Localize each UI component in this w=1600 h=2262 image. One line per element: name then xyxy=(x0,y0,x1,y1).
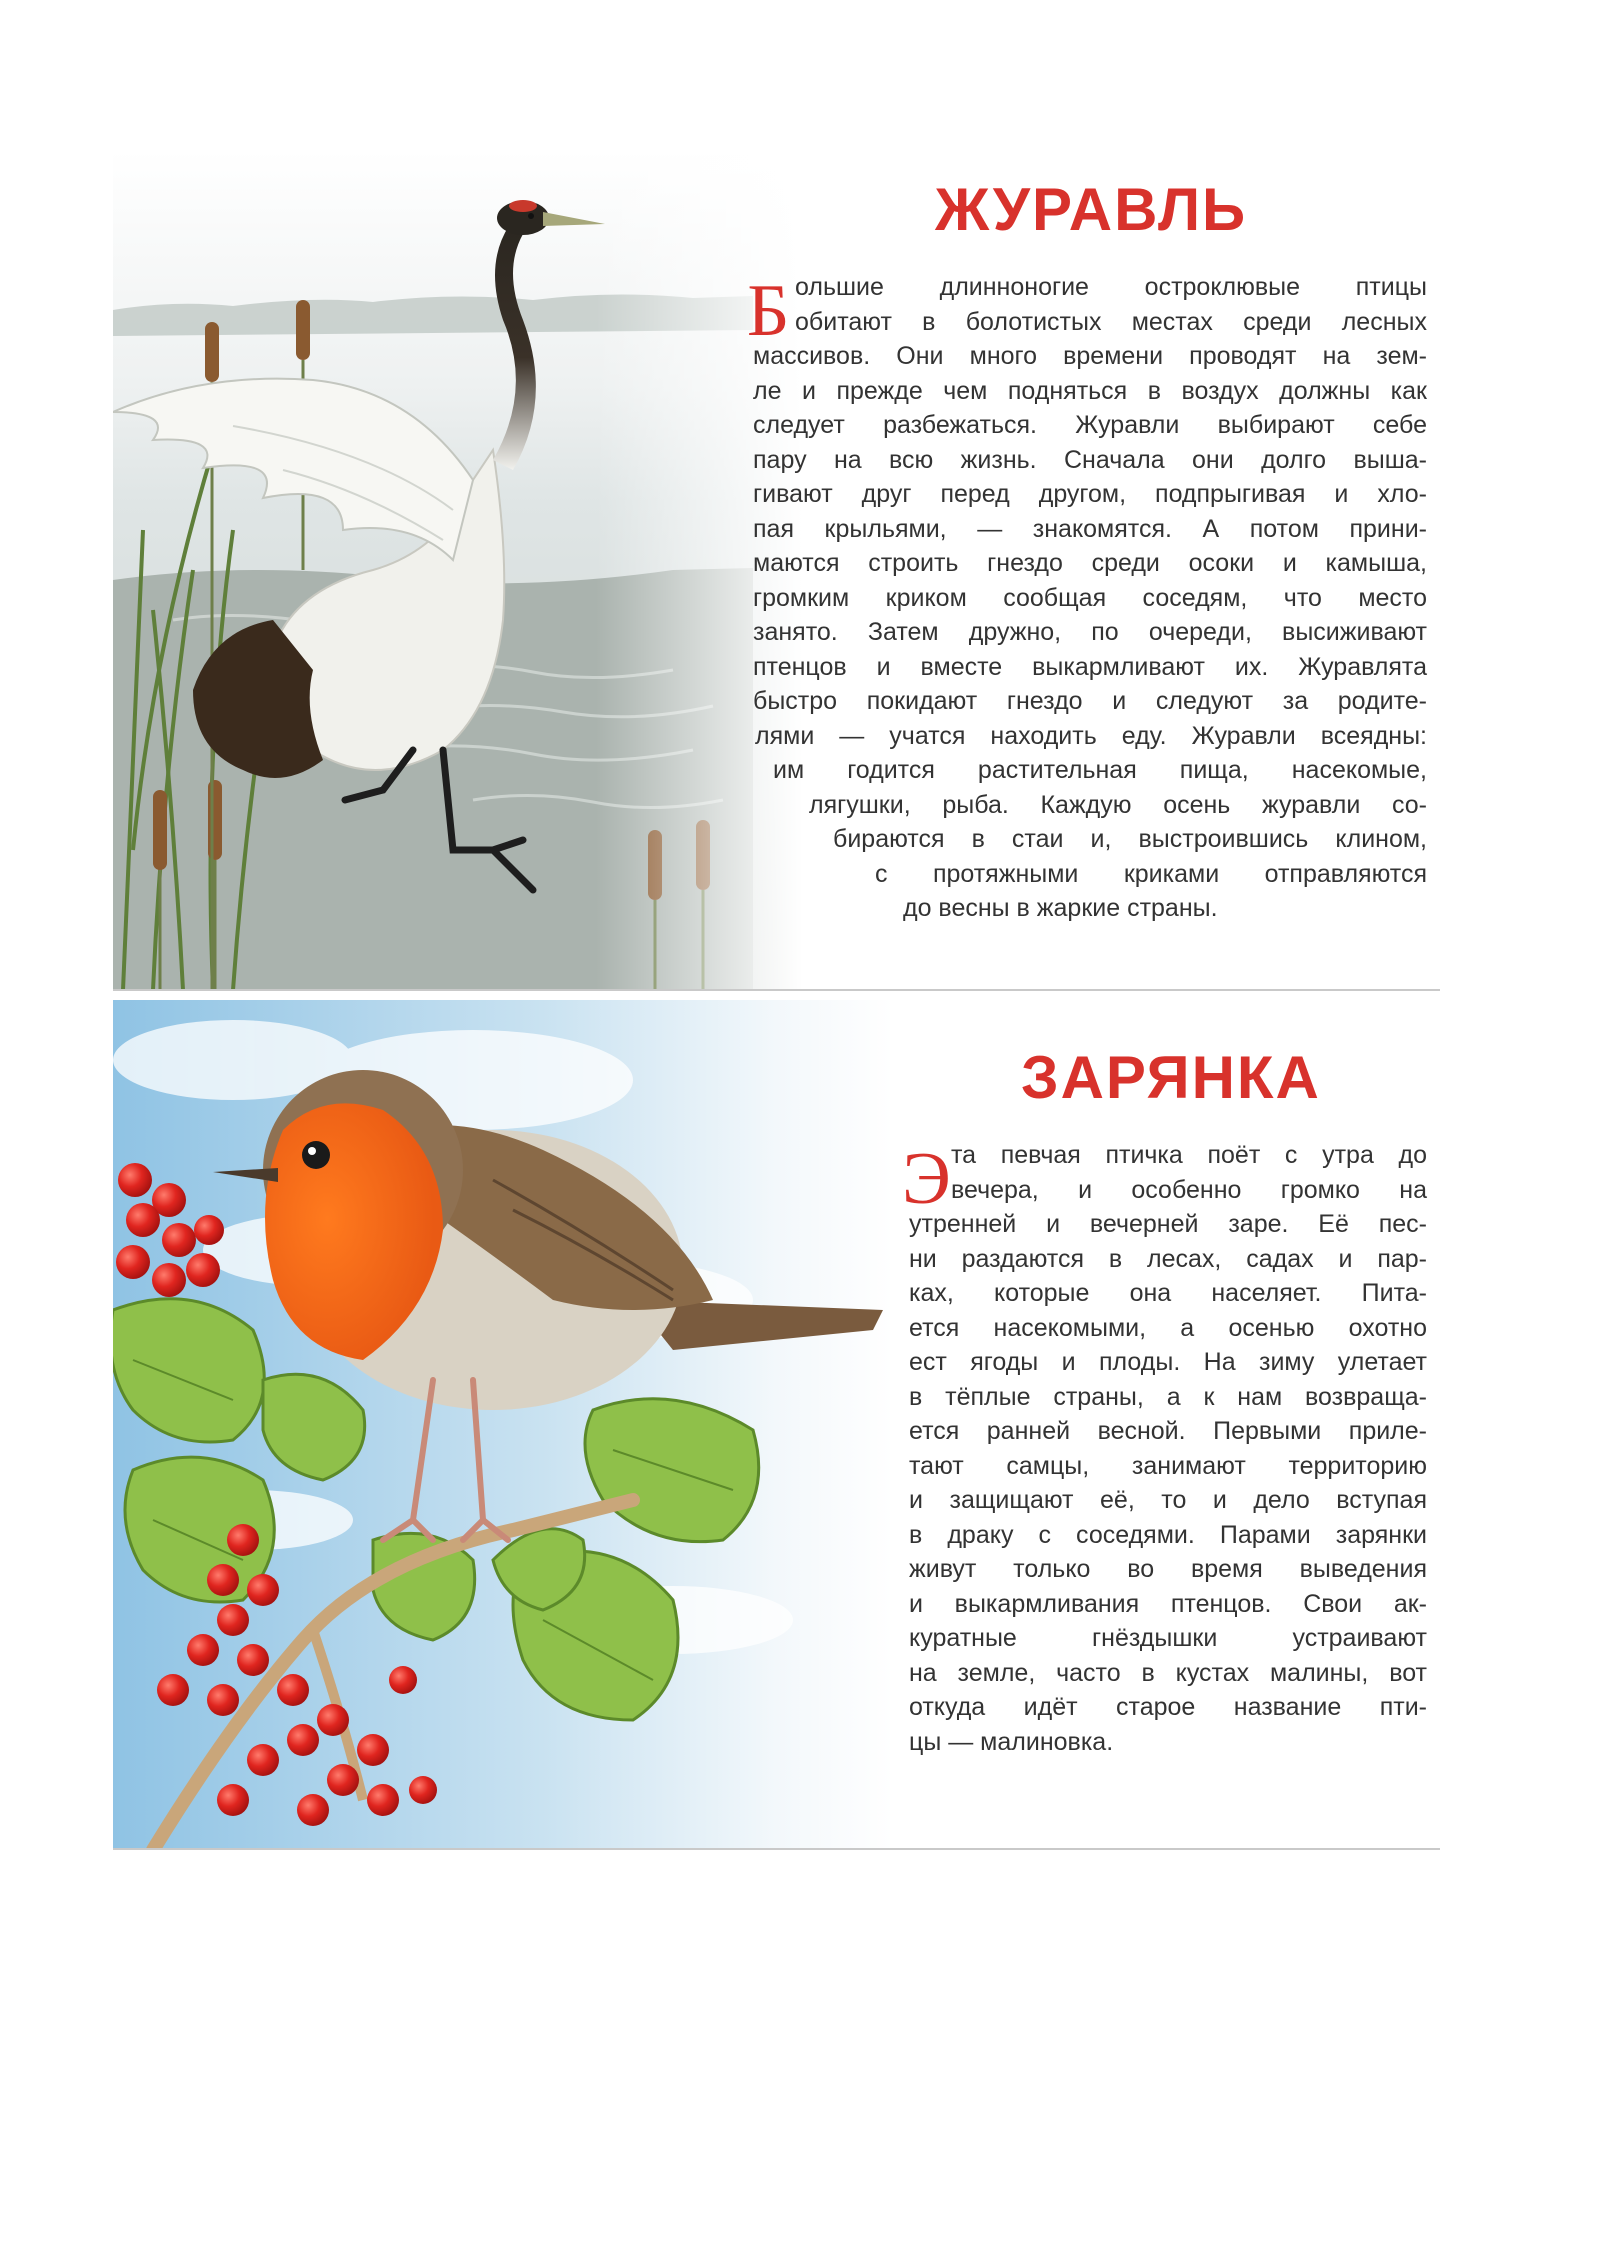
robin-illustration xyxy=(113,1000,893,1850)
crane-text-line: следует разбежаться. Журавли выбирают себе xyxy=(753,411,1427,439)
robin-text-line: та певчая птичка поёт с утра до xyxy=(951,1141,1427,1169)
crane-text-line: маются строить гнездо среди осоки и камыша, xyxy=(753,549,1427,577)
crane-text-line: быстро покидают гнездо и следуют за родите- xyxy=(753,687,1427,715)
robin-text-line: ется насекомыми, а осенью охотно xyxy=(909,1313,1427,1342)
crane-text-line: лягушки, рыба. Каждую осень журавли со- xyxy=(809,790,1427,819)
section-divider xyxy=(113,989,1440,991)
crane-text-line: птенцов и вместе выкармливают их. Журавлята xyxy=(753,652,1427,681)
robin-text-line: в драку с соседями. Парами зарянки xyxy=(909,1520,1427,1549)
crane-text-line: обитают в болотистых местах среди лесных xyxy=(795,307,1427,336)
crane-section xyxy=(113,150,1440,990)
robin-text-line: откуда идёт старое название пти- xyxy=(909,1693,1427,1721)
robin-text-line: цы — малиновка. xyxy=(909,1727,1114,1756)
crane-text-line: громким криком сообщая соседям, что место xyxy=(753,583,1427,612)
robin-text-line: и защищают её, то и дело вступая xyxy=(909,1486,1427,1514)
crane-drop-cap: Б xyxy=(747,270,790,352)
robin-section xyxy=(113,1000,1440,1850)
robin-text-line: куратные гнёздышки устраивают xyxy=(909,1624,1427,1652)
robin-drop-cap: Э xyxy=(902,1138,951,1220)
section-divider xyxy=(113,1848,1440,1850)
robin-text-line: живут только во время выведения xyxy=(909,1555,1427,1583)
robin-text-line: утренней и вечерней заре. Её пес- xyxy=(909,1210,1427,1238)
crane-text-line: пая крыльями, — знакомятся. А потом прини- xyxy=(753,514,1427,543)
robin-text-line: ках, которые она населяет. Пита- xyxy=(909,1279,1427,1307)
crane-text-line: бираются в стаи и, выстроившись клином, xyxy=(833,825,1427,853)
robin-text-line: ни раздаются в лесах, садах и пар- xyxy=(909,1244,1427,1273)
crane-text-line: занято. Затем дружно, по очереди, высиживают xyxy=(753,618,1427,646)
crane-text-line: гивают друг перед другом, подпрыгивая и хло- xyxy=(753,480,1427,508)
robin-text-line: в тёплые страны, а к нам возвраща- xyxy=(909,1382,1427,1411)
crane-text-line: массивов. Они много времени проводят на зем- xyxy=(753,342,1427,370)
crane-text-line: ле и прежде чем подняться в воздух должны как xyxy=(753,376,1427,405)
robin-text-line: тают самцы, занимают территорию xyxy=(909,1451,1427,1480)
crane-illustration xyxy=(113,150,803,990)
robin-text-line: на земле, часто в кустах малины, вот xyxy=(909,1658,1427,1687)
robin-text-line: вечера, и особенно громко на xyxy=(951,1175,1427,1204)
crane-text-line: лями — учатся находить еду. Журавли всеядны: xyxy=(755,721,1427,750)
robin-text-line: ест ягоды и плоды. На зиму улетает xyxy=(909,1348,1427,1376)
robin-title: ЗАРЯНКА xyxy=(1021,1044,1321,1111)
crane-text-line: с протяжными криками отправляются xyxy=(875,859,1427,888)
crane-text-line: до весны в жаркие страны. xyxy=(903,894,1218,922)
robin-text-line: и выкармливания птенцов. Свои ак- xyxy=(909,1589,1427,1618)
crane-text-line: пару на всю жизнь. Сначала они долго выша- xyxy=(753,445,1427,474)
crane-text-line: им годится растительная пища, насекомые, xyxy=(773,756,1427,784)
crane-title: ЖУРАВЛЬ xyxy=(935,176,1248,243)
robin-text-line: ется ранней весной. Первыми приле- xyxy=(909,1417,1427,1445)
crane-text-line: ольшие длинноногие остроклювые птицы xyxy=(795,273,1427,301)
